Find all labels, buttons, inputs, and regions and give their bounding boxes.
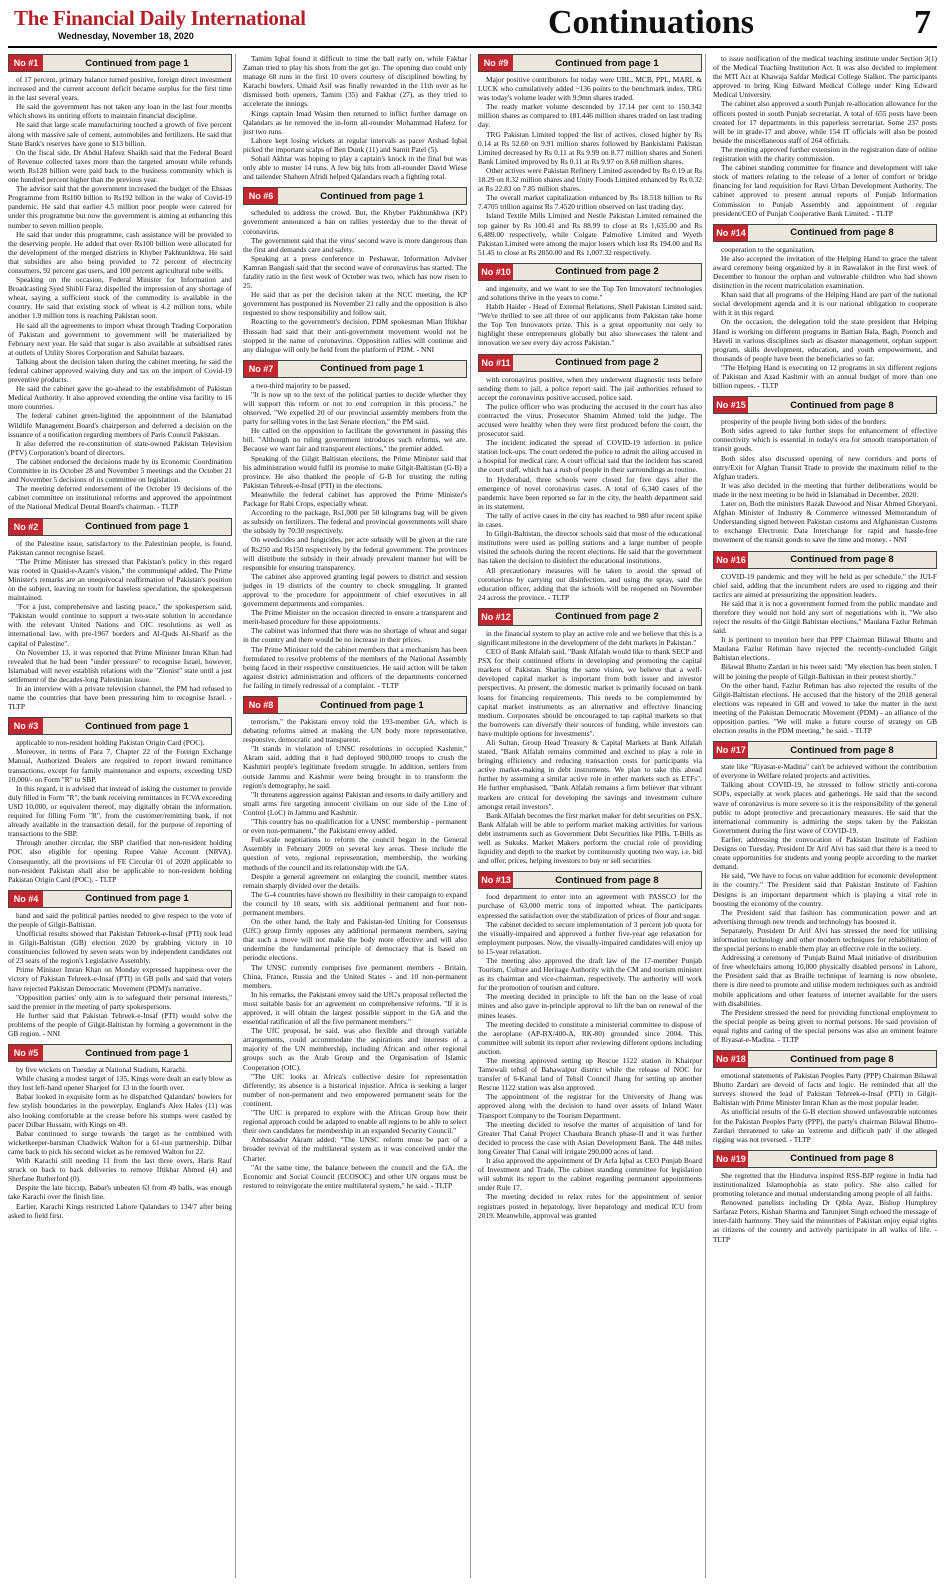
article-paragraph: The cabinet also approved granting legal powers to district and session judges in 19 districts of the country to check smuggling. It granted approval to the procedure for appointment of chief executives in all government departments and companies.: [243, 571, 467, 609]
article-paragraph: cooperation to the organization.: [721, 244, 815, 254]
article-paragraph: food department to enter into an agreement with PASSCO for the purchase of 63,000 metric tons of imported wheat. The participants expressed the satisfaction over the stabilization of prices of flour and sugar.: [478, 892, 702, 920]
continuation-header: [478, 871, 702, 889]
article-paragraph: The meeting decided to constitute a ministerial committee to dispose of the aeroplane (AP-BX/400-A, RK-80) grounded since 2004. This committee will submit its report after reviewing different options including auction.: [478, 1019, 702, 1056]
article-paragraph: Bank Alfalah becomes the first market maker for debt securities on PSX. Bank Alfalah will be able to perform market making activities for various debt instruments such as Government Debt Securities like PIBs, T-Bills as well as Sukuks. Market Makers perform the crucial role of providing liquidity and depth to the market by continuously quoting two way, i.e. bid and offer, prices, helping investors to buy or sell securities: [478, 810, 702, 866]
article-continuation: [713, 741, 937, 1044]
article-body: [713, 417, 937, 544]
article-paragraph: Sohail Akhtar was hoping to play a captain's knock in the final but was only able to muster 14 runs. A few big hits from all-rounder David Wiese and tailender Shaheen Afridi helped Qalandars reach a fighting total.: [243, 154, 467, 182]
continued-from-label: Continued from page 8: [513, 872, 701, 888]
section-title: Continuations: [548, 4, 754, 41]
article-paragraph: Babar continued to surge towards the target as he combined with wicketkeeper-batsman Chadwick Walton for a 61-run partnership. Dilbar came back to pick his second wicket as he removed Walton for 22.: [8, 1128, 232, 1156]
article-paragraph: Earlier, Karachi Kings restricted Lahore Qalandars to 134/7 after being asked to field first.: [8, 1201, 232, 1220]
article-paragraph: While chasing a modest target of 135, Kings were dealt an early blow as they lost left-hand opener Sharjeel for 13 in the fourth over.: [8, 1074, 232, 1093]
article-paragraph: Tamim Iqbal found it difficult to time the ball early on, while Fakhar Zaman tried to play his shots from the get go. The opening duo could only manage 68 runs in the first 10 overs courtesy of disciplined bowling by Karachi bowlers. Umaid Asif was finally rewarded in the 11th over as he dismissed both openers, Tamim (35) and Fakhar (27), as they tried to accelerate the innings.: [243, 54, 467, 109]
article-paragraph: He said that it is not a government formed from the public mandate and therefore they would not hold any sort of negotiations with it. "We also reject the results of the Gilgit Baltistan elections," Maulana Fazlur Rehman said.: [713, 598, 937, 636]
article-paragraph: Full-scale negotiations to reform the council began in the General Assembly in February 2009 on several key areas. These include the question of veto, regional representation, membership, the working methods of the council and its relationship with the GA.: [243, 835, 467, 872]
article-body: [243, 381, 467, 690]
continued-from-label: Continued from page 1: [513, 55, 701, 71]
continuation-number: No #1: [9, 55, 43, 71]
article-paragraph: On weedicides and fungicides, per acre subsidy will be given at the rate of Rs250 and Rs150 respectively by the federal government. The provinces will distribute the subsidy in their already prevalent manner but will be responsible for ensuring transparency.: [243, 535, 467, 572]
article-continuation: [478, 354, 702, 602]
article-paragraph: "It stands in violation of UNSC resolutions in occupied Kashmir," Akram said, adding that it had deployed 900,000 troops to crush the Kashmiri people's legitimate freedom struggle. In addition, settlers from outside Jammu and Kashmir were being brought in to transform the region's demography, he said.: [243, 744, 467, 790]
article-body: [8, 911, 232, 1038]
article-body: [478, 629, 702, 865]
continued-from-label: Continued from page 1: [43, 519, 231, 535]
article-paragraph: It is pertinent to mention here that PPP Chairman Bilawal Bhutto and Maulana Fazlur Rehman have rejected the recently-concluded Gilgit Baltistan elections.: [713, 635, 937, 663]
article-paragraph: to issue notification of the medical teaching institute under Section 3(1) of the Medical Teaching Institution Act. It was also decided to implement the MTI Act at Khawaja Safdar Medical College Sialkot. The participants approved to bring King Edward Medical College under King Edward Medical University.: [713, 54, 937, 100]
article-paragraph: Talking about the decision taken during the cabinet meeting, he said the federal cabinet approved waiving duty and tax on the import of Covid-19 preventive products.: [8, 356, 232, 385]
continuation-header: [713, 224, 937, 242]
article-paragraph: The President said that fashion has communication power and art advertising through new trends and technology has boosted it.: [713, 907, 937, 926]
article-paragraph: The Prime Minister on the occasion directed to ensure a transparent and merit-based procedure for these appointments.: [243, 608, 467, 627]
article-paragraph: Despite the late hiccup, Babar's unbeaten 63 from 49 balls, was enough take Karachi over the finish line.: [8, 1183, 232, 1202]
article-paragraph: Island Textile Mills Limited and Nestle Pakistan Limited remained the top gainer by Rs 100.41 and Rs 88.99 to close at Rs 1,635.00 and Rs 6,489.00 respectively, while Colgate Palmolive Limited and Wyeth Pakistan Limited were among the major losers which lost Rs 194.00 and Rs 51.45 to close at Rs 2850.00 and Rs 1,007.32 respectively.: [478, 211, 702, 257]
article-paragraph: The G-4 countries have shown no flexibility in their campaign to expand the council by 10 seats, with six additional permanent and four non-permanent members.: [243, 889, 467, 917]
article-continuation: [713, 1150, 937, 1244]
continuation-header: [243, 360, 467, 378]
article-continuation: [478, 871, 702, 1219]
article-body: [243, 717, 467, 1190]
article-paragraph: Prime Minister Imran Khan on Monday expressed happiness over the victory of Pakistan Tehreek-e-Insaf (PTI) in GB polls and said that voters have rejected Pakistan Democratic Movement (PDM)'s narrative.: [8, 965, 232, 993]
article-body: [8, 1065, 232, 1220]
article-paragraph: She regretted that the Hindutva inspired RSS-BJP regime in India had institutionalized Islamophobia as state policy. She also called for promoting tolerance and mutual understanding among people of all faiths.: [713, 1170, 937, 1199]
article-paragraph: with coronavirus positive, when they underwent diagnostic tests before sending them to jail, a police report said. The jail authorities refused to accept the coronavirus positive accused, police said.: [478, 374, 702, 402]
continued-from-label: Continued from page 8: [748, 742, 936, 758]
article-body: [478, 75, 702, 257]
continued-from-label: Continued from page 2: [513, 264, 701, 280]
article-paragraph: scheduled to address the crowd. But, the Khyber Pakhtunkhwa (KP) government announced a ban on rallies yesterday due to the threat of coronavirus.: [243, 208, 467, 236]
article-body: [713, 762, 937, 1044]
article-paragraph: Khan said that all programs of the Helping Hand are part of the national social development agenda and it is our national obligation to cooperate with it in this regard.: [713, 290, 937, 318]
article-paragraph: The cabinet was informed that there was no shortage of wheat and sugar in the country and there would be no increase in their prices.: [243, 626, 467, 645]
article-body: [478, 284, 702, 348]
article-paragraph: In an interview with a private television channel, the PM had refused to name the countries that have been pressuring him to recognise Israel. - TLTP: [8, 684, 232, 712]
column-3: [478, 54, 706, 1578]
article-body: [8, 75, 232, 512]
continuation-header: [713, 1050, 937, 1068]
article-continuation: [8, 890, 232, 1038]
article-paragraph: Earlier, addressing the convocation of Pakistan Institute of Fashion Designs on Tuesday, President Dr Arif Alvi has said that there is a need to create opportunities for students and young people according to the market demand.: [713, 834, 937, 872]
article-continuation: [713, 224, 937, 391]
article-paragraph: state like "Riyasat-e-Madina" can't be achieved without the contribution of everyone in Welfare related projects and activities.: [713, 762, 937, 781]
continuation-header: [713, 551, 937, 569]
article-continuation: [8, 717, 232, 884]
article-paragraph: Unofficial results showed that Pakistan Tehreek-e-Insaf (PTI) took lead in Gilgit-Baltistan (GB) election 2020 by grabbing victory in 10 constituencies followed by seven seats won by independent candidates out of 23 seats of the region's Legislative Assembly.: [8, 928, 232, 966]
continuation-number: No #2: [9, 519, 43, 535]
continuation-number: No #3: [9, 718, 43, 734]
continuation-header: [478, 263, 702, 281]
article-paragraph: Meanwhile the federal cabinet has approved the Prime Minister's Package for Rabi Crops, especially wheat.: [243, 489, 467, 509]
article-paragraph: The meeting decided to resolve the matter of acquisition of land for Greater Thal Canal Project Chaubara Branch phase-II and it was further decided to process the case with Asian Development Bank. The 448 miles long Greater Thal Canal will irrigate 290,000 acres of land.: [478, 1119, 702, 1156]
continued-from-label: Continued from page 1: [43, 55, 231, 71]
article-paragraph: He said, "We have to focus on value addition for economic development in the country." The President said that Pakistan Institute of Fashion Designs is an important department which is playing a vital role in boosting the economy of the country.: [713, 871, 937, 908]
continuation-number: No #12: [479, 609, 513, 625]
continuation-number: No #17: [714, 742, 748, 758]
article-paragraph: Reacting to the government's decision, PDM spokesman Mian Iftikhar Hussain had said that their anti-government movement would not be stopped in the name of coronavirus. Opposition rallies will continue and any dialogue will only be held from the platform of PDM. - NNI: [243, 317, 467, 354]
continuation-number: No #15: [714, 397, 748, 413]
article-columns: [8, 54, 937, 1578]
article-paragraph: Speaking of the Gilgit Baltistan elections, the Prime Minister said that his administration would fulfil its promise to make Gilgit-Baltistan (G-B) a province. He also thanked the people of G-B for trusting the ruling Pakistan Tehreek-e-Insaf (PTI) in the elections.: [243, 453, 467, 490]
article-paragraph: Separately, President Dr Arif Alvi has stressed the need for utilising information technology and other modern techniques for rehabilitation of the special persons to enable them play an effective role in the society.: [713, 925, 937, 954]
continued-from-label: Continued from page 8: [748, 1051, 936, 1067]
masthead: [8, 4, 937, 48]
article-paragraph: The government said that the virus' second wave is more dangerous than the first and demands care and safety.: [243, 235, 467, 254]
article-paragraph: On the other hand, the Italy and Pakistan-led Uniting for Consensus (UfC) group firmly opposes any additional permanent members, saying that such a move will not make the body more effective and will also undermine the fundamental principle of democracy that is based on periodic elections.: [243, 917, 467, 963]
continued-from-label: Continued from page 8: [748, 552, 936, 568]
article-paragraph: applicable to non-resident holding Pakistan Origin Card (POC).: [16, 738, 205, 748]
continuation-header: [713, 1150, 937, 1168]
article-body: [713, 572, 937, 736]
article-paragraph: The meeting decided in principle to lift the ban on the lease of coal mines and also gave in-principle approval to lift the ban on renewal of the mines leases.: [478, 992, 702, 1020]
continuation-header: [243, 696, 467, 714]
article-paragraph: and ingenuity, and we want to see the Top Ten Innovators' technologies and solutions thrive in the years to come.": [478, 283, 702, 302]
column-1: [8, 54, 236, 1578]
article-body: [8, 539, 232, 712]
article-body: [478, 375, 702, 602]
article-paragraph: Babar looked in exquisite form as he dispatched Qalandars' bowlers for few stylish boundaries in the powerplay. England's Alex Hales (11) was also looking comfortable at the crease before his stumps were castled by pacer Dilbar Hussain, with Kings on 49.: [8, 1092, 232, 1129]
article-paragraph: The police officer who was producing the accused in the court has also contracted the virus, Prosecutor Shamim Ahmed told the judge. The accused were healthy when they were first produced before the court, the prosecutor said.: [478, 401, 702, 439]
article-paragraph: The meeting also approved the draft law of the 17-member Punjab Tourism, Culture and Heritage Authority with the CM and tourism minister as its chairman and vice-chairman, respectively. The authority will work for the promotion of tourism and culture.: [478, 955, 702, 993]
article-paragraph: "It is now up to the text of the political parties to decide whether they will support this reform or not to end corruption in this process," he observed. "We expelled 20 of our provincial assembly members from the party for selling votes in the last Senate election," the PM said.: [243, 389, 467, 427]
article-paragraph: COVID-19 pandemic and they will be held as per schedule," the JUI-F chief said, adding that the incumbent rulers are used to rigging and their tactics are aimed at pressurizing the opposition leaders.: [713, 571, 937, 599]
continuation-header: [8, 717, 232, 735]
article-paragraph: The ready market volume descended by 17.14 per cent to 150.342 million shares as compared to 181.446 million shares traded on last trading day.: [478, 102, 702, 130]
article-continuation: [713, 54, 937, 218]
article-paragraph: The UfC proposal, he said, was also flexible and through variable arrangements, could accommodate the aspirations and interests of a majority of the UN membership, including African and other regional groups such as the Arab Group and the Organisation of Islamic Cooperation (OIC).: [243, 1026, 467, 1072]
column-4: [713, 54, 937, 1578]
article-paragraph: Speaking at a press conference in Peshawar, Information Adviser Kamran Bangash said that the second wave of coronavirus has started. The fatality ratio in the first week of October was two, which has now risen to 25.: [243, 253, 467, 291]
article-paragraph: Major positive contributors for today were UBL, MCB, PPL, MARI, & LUCK who cumulatively added ~136 points to the benchmark index. TRG was today's volume leader with 9.9mn shares traded.: [478, 75, 702, 103]
article-paragraph: The cabinet standing committee for finance and development will take stock of matters relating to the release of a letter of comfort or bridge financing for land requisition for Ravi Urban Development Authority. The cabinet approved to present annual reports of Punjab Information Commission to Punjab Assembly and appointment of regular president/CEO of Punjab Cooperative Bank Limited. - TLTP: [713, 163, 937, 218]
article-paragraph: He also accepted the invitation of the Helping Hand to grace the talent award ceremony being organized by it in Rawalakot in the first week of December to honour the orphan and vulnerable children who had shown distinction in the recent matriculation examination.: [713, 253, 937, 291]
article-paragraph: "For a just, comprehensive and lasting peace," the spokesperson said, "Pakistan would continue to support a two-state solution in accordance with the relevant United Nations and OIC resolutions as well as international law, with pre-1967 borders and Al-Quds Al-Sharif as the capital of Palestine".: [8, 602, 232, 648]
article-paragraph: "It threatens aggression against Pakistan and resorts to daily artillery and small arms fire targeting innocent civilians on our side of the Line of Control (LoC) in Jammu and Kashmir.: [243, 789, 467, 817]
article-paragraph: "The Prime Minister has stressed that Pakistan's policy in this regard was rooted in Quaid-e-Azam's vision," the communiqué added. The Prime Minister's remarks are an unequivocal reaffirmation of Pakistan's position on the subject, leaving no room for baseless speculation, the spokesperson maintained.: [8, 556, 232, 603]
continuation-number: No #9: [479, 55, 513, 71]
article-paragraph: emotional statements of Pakistan Peoples Party (PPP) Chairman Bilawal Bhutto Zardari are devoid of facts and logic. He reminded that all the surveys showed the lead of Pakistan Tehreek-e-Insaf (PTI) in Gilgit-Baltistan with Prime Minister Imran Khan as the most popular leader.: [713, 1071, 937, 1108]
article-paragraph: All precautionary measures will be taken to avoid the spread of coronavirus by carrying out disinfection, and using the spray, said the education officer, adding that the schools will be reopened on November 24 across the province. - TLTP: [478, 565, 702, 602]
continuation-header: [8, 54, 232, 72]
article-paragraph: by five wickets on Tuesday at National Stadium, Karachi.: [16, 1065, 187, 1075]
article-paragraph: It also deferred the re-constitution of state-owned Pakistan Television (PTV) Corporation's board of directors.: [8, 438, 232, 457]
article-paragraph: "This country has no qualification for a UNSC membership - permanent or even non-permanent," the Pakistani envoy added.: [243, 817, 467, 836]
article-paragraph: CEO of Bank Alfalah said, "Bank Alfalah would like to thank SECP and PSX for their continued efforts in developing and promoting the capital markets of Pakistan. Sharing the same vision, we believe that a well-developed capital market is important from both issuer and investor perspectives. At present, the domestic market is primarily focused on bank loans for financing requirements. This needs to be complemented by capital market instruments as an alternative and effective financing medium. Corporates should be encouraged to tap capital markets so that the borrowers can diversify their sources of funding, while investors can have multiple options for investments".: [478, 647, 702, 738]
article-paragraph: As unofficial results of the G-B election showed unfavourable outcomes for the Pakistan Peoples Party (PPP), the party's chairman Bilawal Bhutto-Zardari threatened to take an 'extreme and difficult path' if the alleged rigging was not reversed. - TLTP: [713, 1107, 937, 1144]
article-paragraph: The cabinet decided to secure implementation of 3 percent job quota for the visually-impaired and approved a further five-year age relaxation for employment purposes. Now, the visually-impaired candidates will enjoy up to 15-year relaxation.: [478, 919, 702, 956]
article-paragraph: The meeting approved further extension in the registration date of online registration with the charity commission.: [713, 144, 937, 164]
article-continuation: [478, 608, 702, 865]
article-paragraph: Both sides also discussed opening of new corridors and ports of entry/Exit for Afghan Transit Trade to provide the maximum relief to the Afghan traders.: [713, 453, 937, 481]
article-paragraph: The Prime Minister told the cabinet members that a mechanism has been formulated to resolve problems of the members of the National Assembly being faced in their respective constituencies. He said action will be taken against district administration and officers of the departments concerned for failing in timely redressal of a complaint. - TLTP: [243, 644, 467, 690]
article-paragraph: Renowned panelists including Dr Qibla Ayaz, Bishop Humphrey Sarfaraz Peters, Kishan Sharma and Tarunjeet Singh echoed the message of inter-faith harmony. They said the minorities of Pakistan enjoy equal rights as citizens of the country and actively participate in all walks of life. - TLTP: [713, 1198, 937, 1244]
article-paragraph: The President stressed the need for providing functional employment to the special people as being given to normal persons. He said provision of equal rights and caring of the special persons was also an eminent feature of Riyasat-e-Madina. - TLTP: [713, 1007, 937, 1044]
article-paragraph: a two-third majority to be passed.: [251, 380, 351, 390]
continuation-number: No #10: [479, 264, 513, 280]
article-paragraph: Addressing a ceremony of 'Punjab Baitul Maal initiative of distribution of free wheelchairs among 10,000 physically disabled persons' in Lahore, the President said that as Braille technique of learning is now obsolete, there is dire need to promote and utilise modern techniques such as android mobile applications and other features of internet available for the users with disabilities.: [713, 953, 937, 1008]
article-paragraph: The meeting deferred endorsement of the October 19 decisions of the cabinet committee on institutional reforms and approved the appointment of the National Medical Dental Board's chairman. - TLTP: [8, 484, 232, 512]
continuation-header: [478, 354, 702, 372]
article-continuation: [243, 360, 467, 690]
continuation-number: No #11: [479, 355, 513, 371]
article-continuation: [8, 54, 232, 512]
article-body: [713, 1171, 937, 1244]
article-paragraph: The tally of active cases in the city has reached to 980 after recent spike in cases.: [478, 510, 702, 530]
article-continuation: [243, 187, 467, 354]
continuation-number: No #7: [244, 361, 278, 377]
article-paragraph: It was also decided in the meeting that further deliberations would be made in the next meeting to be held in Islamabad in December, 2020.: [713, 480, 937, 499]
article-paragraph: It also approved the appointment of Dr Arfa Iqbal as CEO Punjab Board of Investment and Trade. The cabinet standing committee for legislation will submit its report to the cabinet regarding permanent appointments under Rule 17.: [478, 1156, 702, 1193]
article-paragraph: The advisor said that the government increased the budget of the Ehsaas Programme from Rs100 billion to Rs192 billion in the wake of Covid-19 pandemic. He said that earlier 4.5 million poor people were catered for under this programme but now the government is aiming at enhancing this number to seven million people.: [8, 184, 232, 230]
continuation-number: No #19: [714, 1151, 748, 1167]
article-paragraph: He said the government has not taken any loan in the last four months which shows its untiring efforts to maintain financial discipline.: [8, 102, 232, 121]
article-paragraph: The appointment of the registrar for the University of Jhang was approved along with the decision to hand over assets of Inland Water Transport Company to the Tourism Department.: [478, 1092, 702, 1120]
article-paragraph: The cabinet endorsed the decisions made by its Economic Coordination Committee in its October 28 and November 5 meetings and the October 21 and November 5 decisions of its committee on legislation.: [8, 456, 232, 485]
article-paragraph: Bilawal Bhutto Zardari in his tweet said: "My election has been stolen. I will be joining the people of Gilgit-Baltistan in their protest shortly.": [713, 662, 937, 681]
article-paragraph: The meeting decided to relax rules for the appointment of senior registrars posted in hepatology, liver hepatology and medical ICU from 2019. Meanwhile, approval was granted: [478, 1192, 702, 1220]
article-paragraph: "Opposition parties' only aim is to safeguard their personal interests," said the premier in the meeting of party spokespersons.: [8, 992, 232, 1011]
article-paragraph: Habib Haider - Head of External Relations, Shell Pakistan Limited said, "We're thrilled to see all three of our applicants from Pakistan take home the Top Ten Innovators prize. This is a great opportunity not only to highlight these entrepreneurs globally but also showcases the talent and innovation we see every day across Pakistan.": [478, 302, 702, 348]
article-paragraph: On the fiscal side, Dr Abdul Hafeez Shaikh said that the Federal Board of Revenue collected taxes more than the targeted amount while refunds worth Rs128 billion were paid back to the business community which is one hundred percent higher than the previous year.: [8, 147, 232, 185]
article-paragraph: The cabinet also approved a south Punjab re-allocation allowance for the officers posted in south Punjab secretariat. A total of 655 posts have been created for 17 departments in this paperless secretariat. Some 237 posts will be in grade-17 and above, while 154 IT officials will also be posted beside the miscellaneous staff of 264 officials.: [713, 99, 937, 145]
article-continuation: [8, 1044, 232, 1220]
article-paragraph: Moreover, in terms of Para 7, Chapter 22 of the Foreign Exchange Manual, Authorized Dealers are required to report inward remittance transactions, except for family maintenance and exports, exceeding USD 10,000/- on Form "R" to SBP.: [8, 747, 232, 784]
article-paragraph: The UNSC currently comprises five permanent members - Britain, China, France, Russia and the United States - and 10 non-permanent members.: [243, 962, 467, 990]
article-continuation: [713, 396, 937, 544]
article-paragraph: "The UfC is prepared to explore with the African Group how their regional approach could be adapted to enable all regions to be able to select their own candidates for membership in an expanded Security Council.": [243, 1108, 467, 1136]
article-paragraph: Lahore kept losing wickets at regular intervals as pacer Arshad Iqbal picked the important scalps of Ben Dunk (11) and Samit Patel (5).: [243, 135, 467, 154]
issue-date: Wednesday, November 18, 2020: [58, 31, 194, 41]
article-paragraph: The federal cabinet green-lighted the appointment of the Islamabad Wildlife Management Board's chairperson and deferred a decision on the issuance of a notification regarding members of Paris Council Pakistan.: [8, 411, 232, 439]
continuation-header: [478, 608, 702, 626]
article-paragraph: In this regard, it is advised that instead of asking the customer to provide duly filled in Form "R", the bank receiving remittances in FCVA exceeding USD 10,000, or equivalent thereof, may digitally obtain the information, required for filling Form "R", from the customer/remitting bank, if not already available in the transaction detail, for the purpose of reporting of transactions to the SBP.: [8, 783, 232, 839]
article-paragraph: "At the same time, the balance between the council and the GA, the Economic and Social Council (ECOSOC) and other UN organs must be restored to reinvigorate the entire multilateral system," he said. - TLTP: [243, 1162, 467, 1190]
continuation-header: [8, 1044, 232, 1062]
article-paragraph: Speaking on the occasion, Federal Minister for Information and Broadcasting Syed Shibli Faraz dispelled the impression of any shortage of wheat, saying a sufficient stock of the commodity is available in the country. He said that existing stock of wheat is 4.2 million tons, while another 1.9 million tons is reaching Pakistan soon.: [8, 275, 232, 321]
article-paragraph: Kings captain Imad Wasim then returned to inflict further damage on Qalandars as he removed the in-form all-rounder Mohammad Hafeez for just two runs.: [243, 108, 467, 136]
article-body: [8, 738, 232, 884]
article-paragraph: The incident indicated the spread of COVID-19 infection in police station lock-ups. The court ordered the police to admit the ailing accused in a hospital for medical care. A court official said that the incident has scared the court staff, which has a rush of people in their surroundings as routine.: [478, 438, 702, 475]
column-2: [243, 54, 471, 1578]
article-paragraph: He further said that Pakistan Tehreek-e-Insaf (PTI) would solve the problems of the people of Gilgit-Baltistan by forming a government in the GB region. - NNI: [8, 1010, 232, 1038]
continuation-header: [243, 187, 467, 205]
article-continuation: [478, 263, 702, 348]
article-continuation: [8, 518, 232, 712]
article-paragraph: The meeting approved setting up Rescue 1122 station in Khairpur Tamewali tehsil of Bahawalpur district while the release of NOC for transfer of 6-Kanal land of Tehsil Council Jhang for setting up another Rescue 1122 station was also approved.: [478, 1056, 702, 1093]
article-paragraph: He said the cabinet gave the go-ahead to the establishment of Pakistan Medical Authority. It also approved extending the online visa facility to 16 more countries.: [8, 384, 232, 412]
article-paragraph: Through another circular, the SBP clarified that non-resident holding POC also eligible for opening Rupee Value Account (NRVA). Consequently, all the provisions of FE Circular 01 of 2020 applicable to non-resident Pakistan shall also be applicable to non-resident holding Pakistan Origin Card (POC). - TLTP: [8, 838, 232, 884]
continued-from-label: Continued from page 8: [748, 1151, 936, 1167]
article-paragraph: of the Palestine issue, satisfactory to the Palestinian people, is found, Pakistan cannot recognise Israel.: [8, 538, 232, 557]
article-paragraph: He said that large scale manufacturing touched a growth of five percent along with massive sale of cement, automobiles and fertilizers. He said that State Bank's reserves have gone to $13 billion.: [8, 120, 232, 148]
continued-from-label: Continued from page 8: [748, 397, 936, 413]
article-paragraph: In his remarks, the Pakistani envoy said the UfC's proposal reflected the most suitable basis for an agreement on comprehensive reforms. "If it is approved, it will obtain the largest possible support in the GA and the essential ratification of all the five permanent members.": [243, 989, 467, 1027]
article-paragraph: in the financial system to play an active role and we believe that this is a significant milestone in the development of the debt markets in Pakistan.": [478, 628, 702, 647]
article-paragraph: Other actives were Pakistan Refinery Limited ascended by Rs 0.19 at Rs 18.29 on 8.32 million shares and Unity Foods Limited enhanced by Rs 0.32 at Rs 22.83 on 7.85 million shares.: [478, 165, 702, 194]
article-paragraph: He said all the agreements to import wheat through Trading Corporation of Pakistan and government to government will be materialized by February next year. He said that sugar is also available at subsidised rates at outlets of Utility Stores Corporation and Sahulat bazaars.: [8, 320, 232, 357]
article-body: [243, 208, 467, 354]
continued-from-label: Continued from page 2: [513, 609, 701, 625]
article-body: [713, 245, 937, 391]
continued-from-label: Continued from page 1: [278, 188, 466, 204]
article-paragraph: TRG Pakistan Limited topped the list of actives, closed higher by Rs 0.14 at Rs 52.60 on 9.91 million shares followed by Bankislami Pakistan Limited decreased by Rs 0.11 at Rs 9.99 on 8.77 million shares and Soneri Bank Limited improved by Rs 0.11 at Rs 9.97 on 8.68 million shares.: [478, 129, 702, 166]
article-paragraph: prosperity of the people living both sides of the borders.: [721, 417, 887, 427]
article-body: [713, 54, 937, 218]
continued-from-label: Continued from page 1: [43, 891, 231, 907]
continued-from-label: Continued from page 1: [43, 718, 231, 734]
article-paragraph: Ali Sultan, Group Head Treasury & Capital Markets at Bank Alfalah stated, "Bank Alfalah remains committed and excited to play a role in bringing efficiency and reducing transaction costs for participants via active market-making in debt instruments. We plan to take this ahead further by assuming a similar active role in other markets such as ETFs". He further emphasised, "Bank Alfalah remains a firm believer that vibrant markets are critical for developing the savings and investment culture amongst retail investors".: [478, 738, 702, 811]
article-body: [243, 54, 467, 181]
paper-name: The Financial Daily International: [14, 6, 306, 30]
continuation-number: No #16: [714, 552, 748, 568]
article-paragraph: On the other hand, Fazlur Rehman has also rejected the results of the Gilgit-Baltistan elections. He accused that the history of the 2018 general elections was repeated in GB and vowed to take the matter in the next meeting of the Pakistan Democratic Movement (PDM) - an alliance of the opposition parties. "We will make a future course of strategy on GB election results in the PDM meeting," he said. - TLTP: [713, 680, 937, 736]
continuation-header: [713, 741, 937, 759]
article-continuation: [713, 551, 937, 736]
article-paragraph: Despite a general agreement on enlarging the council, member states remain sharply divided over the details.: [243, 871, 467, 890]
continuation-number: No #5: [9, 1045, 43, 1061]
article-paragraph: Talking about COVID-19, he stressed to follow strictly anti-corona SOPs, especially at work places and gatherings. He said that the second wave of coronavirus is more severe so it is the responsibility of the general public to adopt protective and precautionary measures. He said that the international community is admiring the steps taken by the Pakistan Government during the first wave of COVID-19.: [713, 780, 937, 835]
article-paragraph: hand and said the political parties needed to give respect to the vote of the people of Gilgit-Baltistan.: [8, 910, 232, 929]
article-paragraph: He said that as per the decision taken at the NCC meeting, the KP government has postponed its November 21 rally and the opposition is also requested to show responsibility and follow suit.: [243, 290, 467, 318]
article-body: [713, 1071, 937, 1144]
continuation-header: [8, 518, 232, 536]
article-paragraph: He said that under this programme, cash assistance will be provided to the deserving people. He added that over Rs100 billion were allocated for the development of the merged districts in Khyber Pakhtunkhwa. He said that subsidies are also being provided to 72 percent of electricity consumers, 92 percent gas users, and 100 percent agricultural tube wells.: [8, 229, 232, 275]
article-paragraph: The overall market capitalization enhanced by Rs 18.518 billion to Rs 7.4705 trillion against Rs 7.4520 trillion observed on last trading day.: [478, 193, 702, 212]
continuation-number: No #6: [244, 188, 278, 204]
article-continuation: [478, 54, 702, 257]
article-paragraph: In Hyderabad, three schools were closed for five days after the emergence of novel coronavirus cases. A total of 6,340 cases of the pandemic have been reported so far in the city, the health department said in its statement.: [478, 474, 702, 511]
continued-from-label: Continued from page 1: [278, 361, 466, 377]
article-paragraph: Both sides agreed to take further steps for enhancement of effective connectivity which is essential in today's era for smooth transportation of transit goods.: [713, 426, 937, 454]
article-paragraph: "The Helping Hand is executing on 12 programs in six different regions of Pakistan and Azad Kashmir with an annual budget of more than one billion rupees. - TLTP: [713, 362, 937, 391]
continuation-number: No #18: [714, 1051, 748, 1067]
continuation-number: No #8: [244, 697, 278, 713]
article-paragraph: On the occasion, the delegation told the state president that Helping Hand is working on different programs in Battian Bala, Bagh, Poonch and Haveli in various disciplines such as disaster management, orphan support program, skills development, education, and youth empowerment, and thousands of people have been the beneficiaries so far.: [713, 317, 937, 363]
continuation-header: [8, 890, 232, 908]
continued-from-label: Continued from page 1: [278, 697, 466, 713]
article-continuation: [243, 54, 467, 181]
article-continuation: [243, 696, 467, 1190]
continuation-number: No #14: [714, 225, 748, 241]
continued-from-label: Continued from page 1: [43, 1045, 231, 1061]
continued-from-label: Continued from page 2: [513, 355, 701, 371]
article-paragraph: "The UfC looks at Africa's collective desire for representation differently; its absence is a historical injustice. Africa is seeking a larger number of non-permanent and two empowered permanent seats for the continent.: [243, 1071, 467, 1108]
article-paragraph: of 17 percent, primary balance turned positive, foreign direct investment increased and the current account deficit became surplus for the first time in the last several years.: [8, 75, 232, 103]
article-paragraph: On November 13, it was reported that Prime Minister Imran Khan had revealed that he had been "under pressure" to recognise Israel, however, Islamabad will never establish relations with the "Zionist" state until a just settlement of the decades-long Palestinian issue.: [8, 647, 232, 684]
article-paragraph: He called on the opposition to facilitate the government in passing this bill. "Although no ruling government introduces such reforms, we are. Because we want fair and transparent elections," the premier added.: [243, 426, 467, 454]
article-paragraph: According to the package, Rs1,000 per 50 kilograms bag will be given as subsidy on fertilizers. The federal and provincial governments will share the subsidy by 70:30 respectively.: [243, 508, 467, 536]
article-paragraph: Ambassador Akram added: "The UNSC reform must be part of a broader revival of the multilateral system as it was conceived under the Charter.: [243, 1135, 467, 1163]
article-continuation: [713, 1050, 937, 1144]
article-body: [478, 892, 702, 1219]
article-paragraph: terrorism," the Pakistani envoy told the 193-member GA, which is debating reforms aimed at making the UN body more representative, responsive, democratic and transparent.: [243, 717, 467, 745]
continued-from-label: Continued from page 8: [748, 225, 936, 241]
continuation-number: No #13: [479, 872, 513, 888]
article-paragraph: With Karachi still needing 11 from the last three overs, Haris Rauf struck on back to back deliveries to remove Iftikhar Ahmed (4) and Sherfane Rutherford (0).: [8, 1156, 232, 1184]
article-paragraph: Later on, Both the ministers Razak Dawood and Nisar Ahmed Ghoryani, Afghan Minister of Industry & Commerce witnessed Memorandum of Understanding signed between Pakistan customs and Afghanistan Customs to exchange Electronic Data Interchange for rapid and hassle-free movement of the transit goods to save the time and money. - NNI: [713, 499, 937, 545]
page-number: 7: [914, 4, 931, 41]
continuation-header: [478, 54, 702, 72]
article-paragraph: In Gilgit-Baltistan, the director schools said that most of the educational institutions were used as polling stations and a large number of people visited the schools during the recent elections. He said that the government has taken the decision to disinfect the educational institutions.: [478, 529, 702, 566]
continuation-number: No #4: [9, 891, 43, 907]
continuation-header: [713, 396, 937, 414]
